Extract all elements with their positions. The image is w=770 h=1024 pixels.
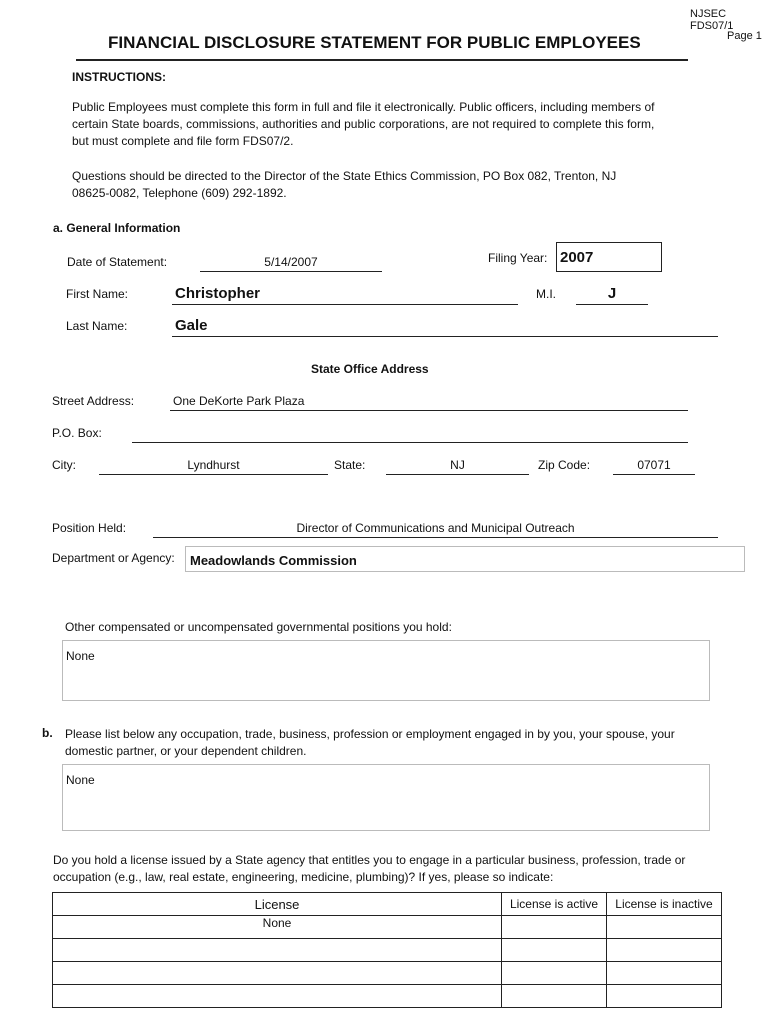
instructions-line: Questions should be directed to the Director of the State Ethics Commission, PO Box 082, Trenton, NJ xyxy=(72,169,617,183)
last-name-underline xyxy=(172,336,718,337)
section-b-question-line: domestic partner, or your dependent children. xyxy=(65,744,307,758)
table-row xyxy=(53,985,722,1008)
mi-label: M.I. xyxy=(536,287,556,301)
license-question xyxy=(53,852,685,886)
table-row xyxy=(53,916,722,939)
instructions-paragraph-1 xyxy=(72,99,654,150)
instructions-line: but must complete and file form FDS07/2. xyxy=(72,134,294,148)
license-active-cell[interactable] xyxy=(502,916,607,939)
date-label: Date of Statement: xyxy=(67,255,168,269)
general-info-heading: a. General Information xyxy=(53,221,181,235)
zip-label: Zip Code: xyxy=(538,458,591,472)
section-b-question xyxy=(65,726,675,760)
license-question-line: Do you hold a license issued by a State agency that entitles you to engage in a particular business, profession, trade or xyxy=(53,853,686,867)
license-table xyxy=(52,892,722,1008)
section-b-letter: b. xyxy=(42,726,53,740)
license-col-header: License xyxy=(53,893,502,916)
license-inactive-cell[interactable] xyxy=(607,939,722,962)
license-inactive-cell[interactable] xyxy=(607,985,722,1008)
license-cell[interactable]: None xyxy=(53,916,502,939)
dept-label: Department or Agency: xyxy=(52,551,175,565)
date-underline xyxy=(200,271,382,272)
instructions-line: 08625-0082, Telephone (609) 292-1892. xyxy=(72,186,287,200)
license-inactive-cell[interactable] xyxy=(607,916,722,939)
pobox-underline xyxy=(132,442,688,443)
instructions-line: certain State boards, commissions, authorities and public corporations, are not required to complete this form, xyxy=(72,117,655,131)
state-label: State: xyxy=(334,458,366,472)
position-underline xyxy=(153,537,718,538)
last-name-label: Last Name: xyxy=(66,319,128,333)
instructions-line: Public Employees must complete this form in full and file it electronically. Public officers, including members of xyxy=(72,100,655,114)
mi-field[interactable]: J xyxy=(607,285,617,302)
instructions-heading: INSTRUCTIONS: xyxy=(72,70,166,84)
table-row xyxy=(53,962,722,985)
license-active-col-header: License is active xyxy=(502,893,607,916)
title-underline xyxy=(76,59,688,61)
first-name-field[interactable]: Christopher xyxy=(175,285,261,302)
occupation-field[interactable]: None xyxy=(62,764,710,831)
other-positions-label: Other compensated or uncompensated governmental positions you hold: xyxy=(65,620,452,634)
instructions-paragraph-2 xyxy=(72,168,616,202)
position-label: Position Held: xyxy=(52,521,127,535)
license-active-cell[interactable] xyxy=(502,985,607,1008)
zip-field[interactable]: 07071 xyxy=(637,458,671,472)
other-positions-field[interactable]: None xyxy=(62,640,710,701)
license-table-header xyxy=(53,893,722,916)
address-heading: State Office Address xyxy=(311,362,429,376)
last-name-field[interactable]: Gale xyxy=(175,317,208,334)
license-active-cell[interactable] xyxy=(502,939,607,962)
license-cell[interactable] xyxy=(53,985,502,1008)
position-field[interactable]: Director of Communications and Municipal Outreach xyxy=(296,521,575,535)
dept-field[interactable]: Meadowlands Commission xyxy=(185,546,745,572)
license-inactive-col-header: License is inactive xyxy=(607,893,722,916)
license-cell[interactable] xyxy=(53,939,502,962)
first-name-label: First Name: xyxy=(66,287,129,301)
page-number: Page 1 xyxy=(727,30,762,42)
street-label: Street Address: xyxy=(52,394,135,408)
license-question-line: occupation (e.g., law, real estate, engineering, medicine, plumbing)? If yes, please so indicate: xyxy=(53,870,554,884)
date-field[interactable]: 5/14/2007 xyxy=(264,255,318,269)
city-label: City: xyxy=(52,458,76,472)
table-row xyxy=(53,939,722,962)
mi-underline xyxy=(576,304,648,305)
form-code: NJSEC FDS07/1 xyxy=(690,8,734,32)
first-name-underline xyxy=(172,304,518,305)
pobox-label: P.O. Box: xyxy=(52,426,102,440)
state-underline xyxy=(386,474,529,475)
license-cell[interactable] xyxy=(53,962,502,985)
section-b-question-line: Please list below any occupation, trade, business, profession or employment engaged in by you, your spouse, your xyxy=(65,727,675,741)
city-underline xyxy=(99,474,328,475)
page-title: FINANCIAL DISCLOSURE STATEMENT FOR PUBLIC EMPLOYEES xyxy=(108,33,641,52)
street-field[interactable]: One DeKorte Park Plaza xyxy=(173,394,305,408)
filing-year-label: Filing Year: xyxy=(488,251,548,265)
street-underline xyxy=(170,410,688,411)
city-field[interactable]: Lyndhurst xyxy=(187,458,240,472)
license-inactive-cell[interactable] xyxy=(607,962,722,985)
zip-underline xyxy=(613,474,695,475)
license-active-cell[interactable] xyxy=(502,962,607,985)
state-field[interactable]: NJ xyxy=(450,458,465,472)
filing-year-field[interactable]: 2007 xyxy=(556,242,662,272)
